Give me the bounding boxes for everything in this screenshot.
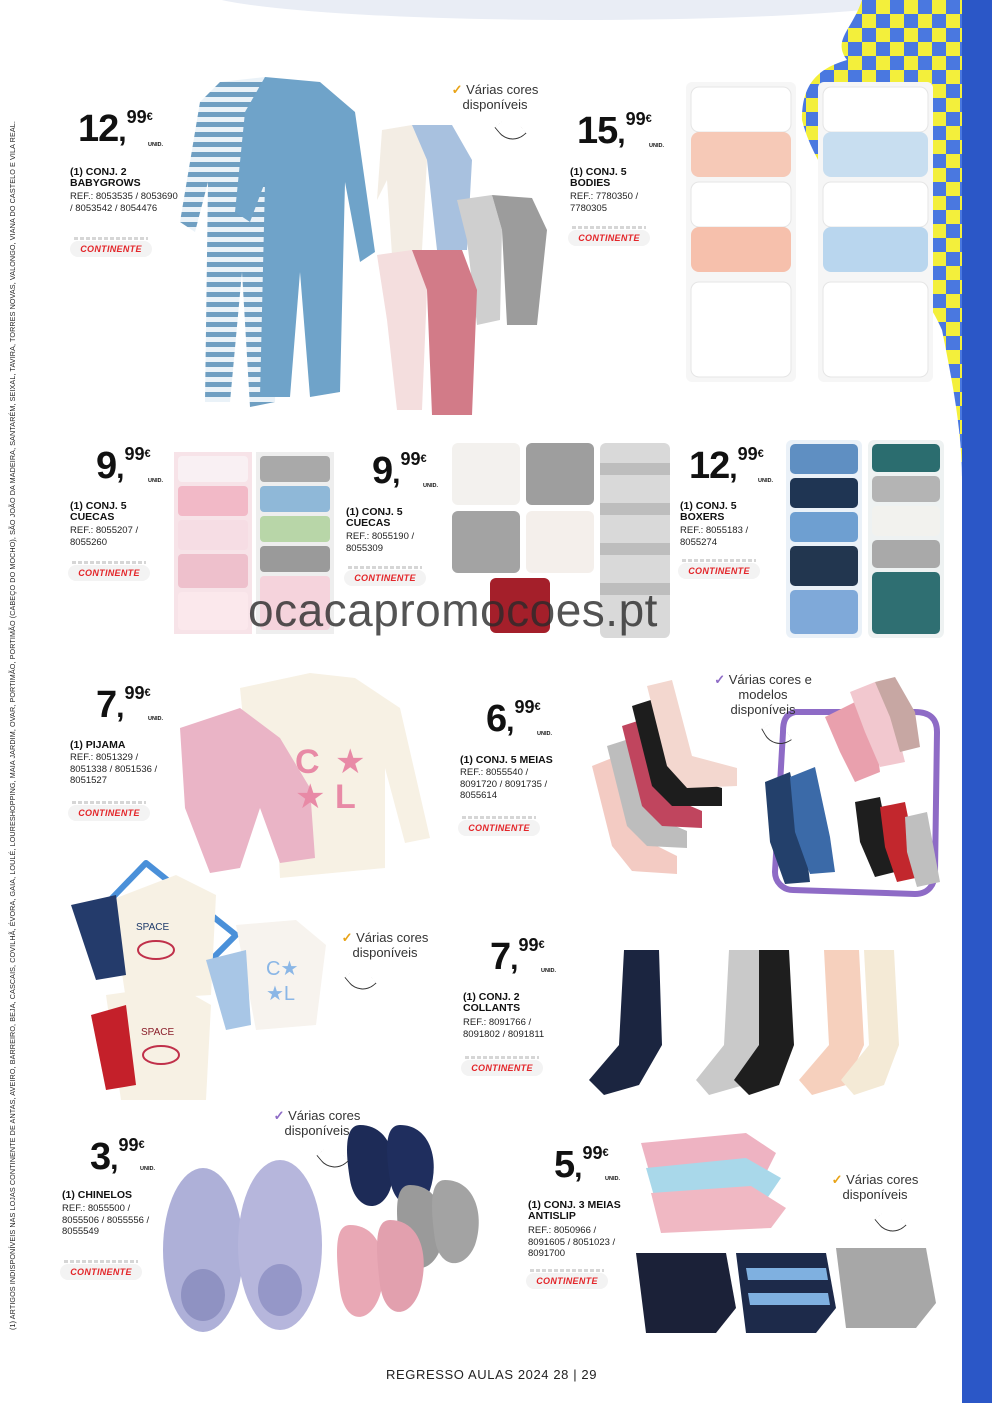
note-chinelos: ✓ Várias cores disponíveis xyxy=(273,1108,361,1138)
right-blue-band xyxy=(962,0,992,1403)
arrow-icon xyxy=(344,964,376,997)
price-babygrows: 12,99€ xyxy=(78,107,153,150)
continente-logo: CONTINENTE xyxy=(344,570,426,586)
price-chinelos: 3,99€ xyxy=(90,1135,145,1178)
chinelos-image xyxy=(158,1155,328,1335)
svg-text:SPACE: SPACE xyxy=(136,922,170,933)
svg-text:★: ★ xyxy=(295,778,326,816)
price-meias: 6,99€ xyxy=(486,697,541,740)
price-cuecas-a: 9,99€ xyxy=(96,444,151,487)
unit-label: UNID. xyxy=(148,716,163,722)
check-icon: ✓ xyxy=(341,930,353,945)
product-ref-antislip: REF.: 8050966 / 8091605 / 8051023 / 8091700 xyxy=(528,1225,616,1259)
product-ref-cuecas-b: REF.: 8055190 / 8055309 xyxy=(346,531,415,554)
price-antislip: 5,99€ xyxy=(554,1143,609,1186)
note-meias: ✓ Várias cores e modelos disponíveis xyxy=(714,672,812,717)
product-name-boxers: (1) CONJ. 5 BOXERS xyxy=(680,500,737,523)
page-footer: REGRESSO AULAS 2024 28 | 29 xyxy=(386,1367,598,1382)
price-collants: 7,99€ xyxy=(490,935,545,978)
unit-label: UNID. xyxy=(758,478,773,484)
product-name-antislip: (1) CONJ. 3 MEIAS ANTISLIP xyxy=(528,1199,621,1222)
product-ref-collants: REF.: 8091766 / 8091802 / 8091811 xyxy=(463,1017,545,1040)
continente-logo: CONTINENTE xyxy=(526,1273,608,1289)
product-name-cuecas-b: (1) CONJ. 5 CUECAS xyxy=(346,506,403,529)
unit-label: UNID. xyxy=(605,1176,620,1182)
product-name-babygrows: (1) CONJ. 2 BABYGROWS xyxy=(70,166,141,189)
unit-label: UNID. xyxy=(541,968,556,974)
babygrows-image xyxy=(170,72,390,412)
continente-logo: CONTINENTE xyxy=(68,805,150,821)
product-name-chinelos: (1) CHINELOS xyxy=(62,1189,133,1201)
price-boxers: 12,99€ xyxy=(689,444,764,487)
note-antislip: ✓ Várias cores disponíveis xyxy=(831,1172,919,1202)
price-bodies: 15,99€ xyxy=(577,109,652,152)
pijama-image xyxy=(170,668,432,880)
antislip-image xyxy=(636,1128,946,1343)
collants-image xyxy=(584,945,924,1105)
product-ref-chinelos: REF.: 8055500 / 8055506 / 8055556 / 8055549 xyxy=(62,1203,150,1237)
availability-footnote: (1) ARTIGOS INDISPONÍVEIS NAS LOJAS CONTINENTE DE ANTAS, AVEIRO, BARREIRO, BEJA, CASCAIS, COVILHÃ, ÉVORA, GAIA, LOULÉ, LOURESHOPPING, MAIA JARDIM, OVAR, PORTIMÃO, PORTIMÃO (CABEÇO DO MOCHO), SÃO JOÃO DA MADEIRA, SANTARÉM, SEIXAL, TAVIRA, TORRES NOVAS, VALONGO, VIANA DO CASTELO E VILA REAL. xyxy=(8,121,17,1330)
price-cuecas-b: 9,99€ xyxy=(372,449,427,492)
check-icon: ✓ xyxy=(831,1172,843,1187)
boxers-image xyxy=(786,440,944,638)
continente-logo: CONTINENTE xyxy=(70,241,152,257)
product-ref-meias: REF.: 8055540 / 8091720 / 8091735 / 8055614 xyxy=(460,767,548,801)
note-babygrows: ✓ Várias cores disponíveis xyxy=(451,82,539,112)
product-ref-boxers: REF.: 8055183 / 8055274 xyxy=(680,525,749,548)
watermark: ocacapromocoes.pt xyxy=(248,584,658,636)
svg-text:★: ★ xyxy=(335,743,366,781)
product-name-bodies: (1) CONJ. 5 BODIES xyxy=(570,166,627,189)
unit-label: UNID. xyxy=(148,478,163,484)
continente-logo: CONTINENTE xyxy=(568,230,650,246)
continente-logo: CONTINENTE xyxy=(678,563,760,579)
svg-text:C★: C★ xyxy=(266,958,299,980)
continente-logo: CONTINENTE xyxy=(458,820,540,836)
bodies-image xyxy=(686,82,936,382)
unit-label: UNID. xyxy=(537,731,552,737)
chinelos-variants-image xyxy=(330,1120,490,1330)
check-icon: ✓ xyxy=(714,672,726,687)
product-ref-cuecas-a: REF.: 8055207 / 8055260 xyxy=(70,525,139,548)
unit-label: UNID. xyxy=(148,142,163,148)
product-ref-babygrows: REF.: 8053535 / 8053690 / 8053542 / 8054476 xyxy=(70,191,178,214)
product-ref-bodies: REF.: 7780350 / 7780305 xyxy=(570,191,639,214)
svg-text:C: C xyxy=(295,743,320,781)
price-pijama: 7,99€ xyxy=(96,683,151,726)
product-name-meias: (1) CONJ. 5 MEIAS xyxy=(460,754,553,766)
unit-label: UNID. xyxy=(423,483,438,489)
product-name-cuecas-a: (1) CONJ. 5 CUECAS xyxy=(70,500,127,523)
unit-label: UNID. xyxy=(649,143,664,149)
note-pijama: ✓ Várias cores disponíveis xyxy=(341,930,429,960)
check-icon: ✓ xyxy=(451,82,463,97)
svg-text:★L: ★L xyxy=(266,983,296,1005)
continente-logo: CONTINENTE xyxy=(60,1264,142,1280)
unit-label: UNID. xyxy=(140,1166,155,1172)
product-ref-pijama: REF.: 8051329 / 8051338 / 8051536 / 8051527 xyxy=(70,752,158,786)
continente-logo: CONTINENTE xyxy=(68,565,150,581)
svg-text:L: L xyxy=(335,778,356,816)
babygrows-variants-image xyxy=(372,120,552,420)
product-name-pijama: (1) PIJAMA xyxy=(70,739,126,751)
check-icon: ✓ xyxy=(273,1108,285,1123)
product-name-collants: (1) CONJ. 2 COLLANTS xyxy=(463,991,521,1014)
continente-logo: CONTINENTE xyxy=(461,1060,543,1076)
pijama-variants-image xyxy=(66,855,341,1105)
svg-text:SPACE: SPACE xyxy=(141,1027,175,1038)
